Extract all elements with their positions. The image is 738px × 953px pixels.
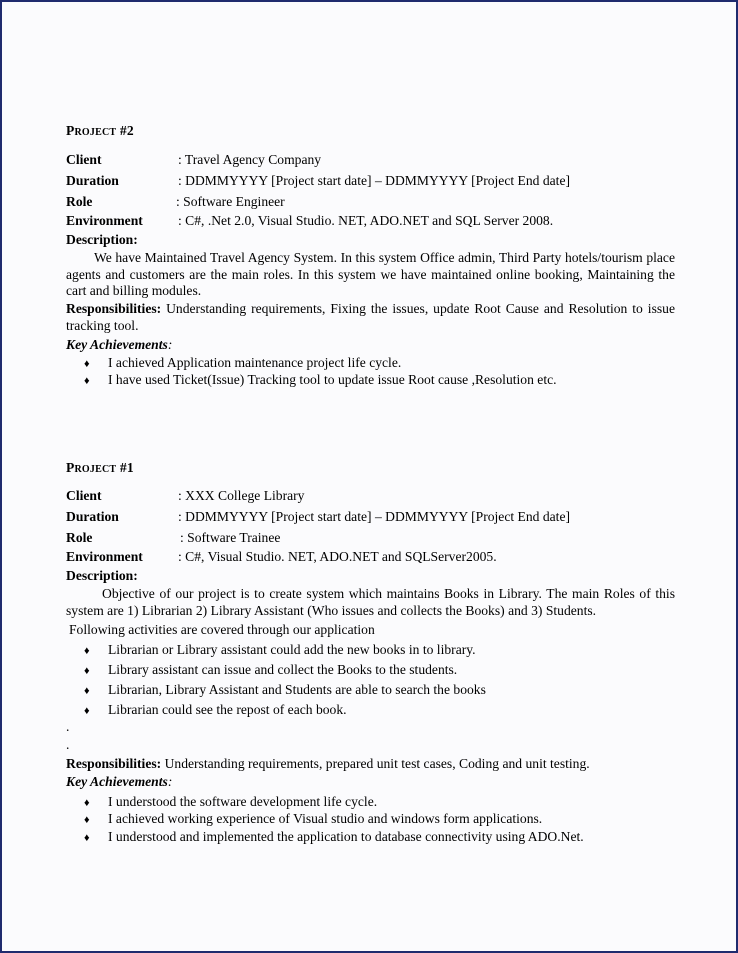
project-2-client-row — [66, 151, 321, 168]
duration-label: Duration — [66, 173, 119, 188]
responsibilities-label: Responsibilities: — [66, 301, 162, 316]
bullet-icon: ♦ — [84, 375, 90, 387]
environment-label: Environment — [66, 213, 143, 228]
bullet-icon: ♦ — [84, 705, 90, 717]
bullet-icon: ♦ — [84, 358, 90, 370]
project-2-responsibilities — [66, 301, 675, 334]
duration-value: : DDMMYYYY [Project start date] – DDMMYYYY [Project End date] — [178, 173, 571, 188]
bullet-icon: ♦ — [84, 645, 90, 657]
bullet-icon: ♦ — [84, 797, 90, 809]
achievements-colon: : — [167, 774, 173, 789]
project-2-environment-row — [66, 212, 553, 229]
client-label: Client — [66, 152, 102, 167]
responsibilities-text: Understanding requirements, Fixing the issues, update Root Cause and Resolution to issue tracking tool. — [66, 301, 675, 333]
list-item-text: I have used Ticket(Issue) Tracking tool to update issue Root cause ,Resolution etc. — [108, 372, 557, 387]
list-item-text: I understood and implemented the application to database connectivity using ADO.Net. — [108, 829, 584, 844]
project-1-activities-intro: Following activities are covered through our application — [69, 622, 375, 637]
bullet-icon: ♦ — [84, 665, 90, 677]
role-value: : Software Engineer — [176, 194, 285, 209]
list-item-text: Librarian could see the repost of each book. — [108, 702, 347, 717]
project-1-description-label: Description: — [66, 568, 138, 583]
client-value: : Travel Agency Company — [178, 152, 322, 167]
client-label: Client — [66, 488, 102, 503]
role-label: Role — [66, 194, 93, 209]
project-2-duration-row — [66, 172, 570, 189]
achievements-label-text: Key Achievements — [66, 337, 168, 352]
project-1-heading: Project #1 — [66, 460, 134, 475]
project-2-description-text: We have Maintained Travel Agency System. In this system Office admin, Third Party hotels/tourism place agents and customers are the main roles. In this system we have maintained online booking, Maintaining the cart and billing modules. — [66, 250, 675, 298]
list-item-text: Library assistant can issue and collect the Books to the students. — [108, 662, 458, 677]
bullet-icon: ♦ — [84, 685, 90, 697]
project-1-client-row — [66, 487, 304, 504]
stray-dot-2: . — [66, 737, 70, 752]
list-item-text: I achieved working experience of Visual studio and windows form applications. — [108, 811, 543, 826]
list-item-text: Librarian or Library assistant could add the new books in to library. — [108, 642, 476, 657]
list-item — [84, 371, 557, 390]
duration-label: Duration — [66, 509, 119, 524]
project-1-responsibilities — [66, 755, 590, 772]
project-1-environment-row — [66, 548, 497, 565]
list-item — [84, 641, 476, 660]
achievements-label-text: Key Achievements — [66, 774, 168, 789]
client-value: : XXX College Library — [178, 488, 305, 503]
project-2-role-row — [66, 193, 285, 210]
project-1-achievements-label — [66, 773, 172, 790]
bullet-icon: ♦ — [84, 814, 90, 826]
list-item — [84, 681, 486, 700]
bullet-icon: ♦ — [84, 832, 90, 844]
list-item — [84, 810, 542, 829]
list-item — [84, 661, 457, 680]
list-item — [84, 701, 347, 720]
responsibilities-label: Responsibilities: — [66, 756, 162, 771]
responsibilities-text: Understanding requirements, prepared unit test cases, Coding and unit testing. — [164, 756, 590, 771]
project-1-duration-row — [66, 508, 570, 525]
list-item-text: Librarian, Library Assistant and Students are able to search the books — [108, 682, 486, 697]
project-1-description-text: Objective of our project is to create system which maintains Books in Library. The main Roles of this system are 1) Librarian 2) Library Assistant (Who issues and collects the Books) and 3) Students. — [66, 586, 675, 618]
achievements-colon: : — [167, 337, 173, 352]
environment-value: : C#, Visual Studio. NET, ADO.NET and SQLServer2005. — [178, 549, 497, 564]
project-1-role-row — [66, 529, 280, 546]
project-2-achievements-label — [66, 336, 172, 353]
role-value: : Software Trainee — [180, 530, 281, 545]
project-2-description-label: Description: — [66, 232, 138, 247]
stray-dot-1: . — [66, 719, 70, 734]
environment-label: Environment — [66, 549, 143, 564]
list-item-text: I achieved Application maintenance project life cycle. — [108, 355, 402, 370]
role-label: Role — [66, 530, 93, 545]
list-item-text: I understood the software development life cycle. — [108, 794, 378, 809]
environment-value: : C#, .Net 2.0, Visual Studio. NET, ADO.NET and SQL Server 2008. — [178, 213, 554, 228]
project-2-heading: Project #2 — [66, 123, 134, 138]
list-item — [84, 828, 584, 847]
duration-value: : DDMMYYYY [Project start date] – DDMMYYYY [Project End date] — [178, 509, 571, 524]
